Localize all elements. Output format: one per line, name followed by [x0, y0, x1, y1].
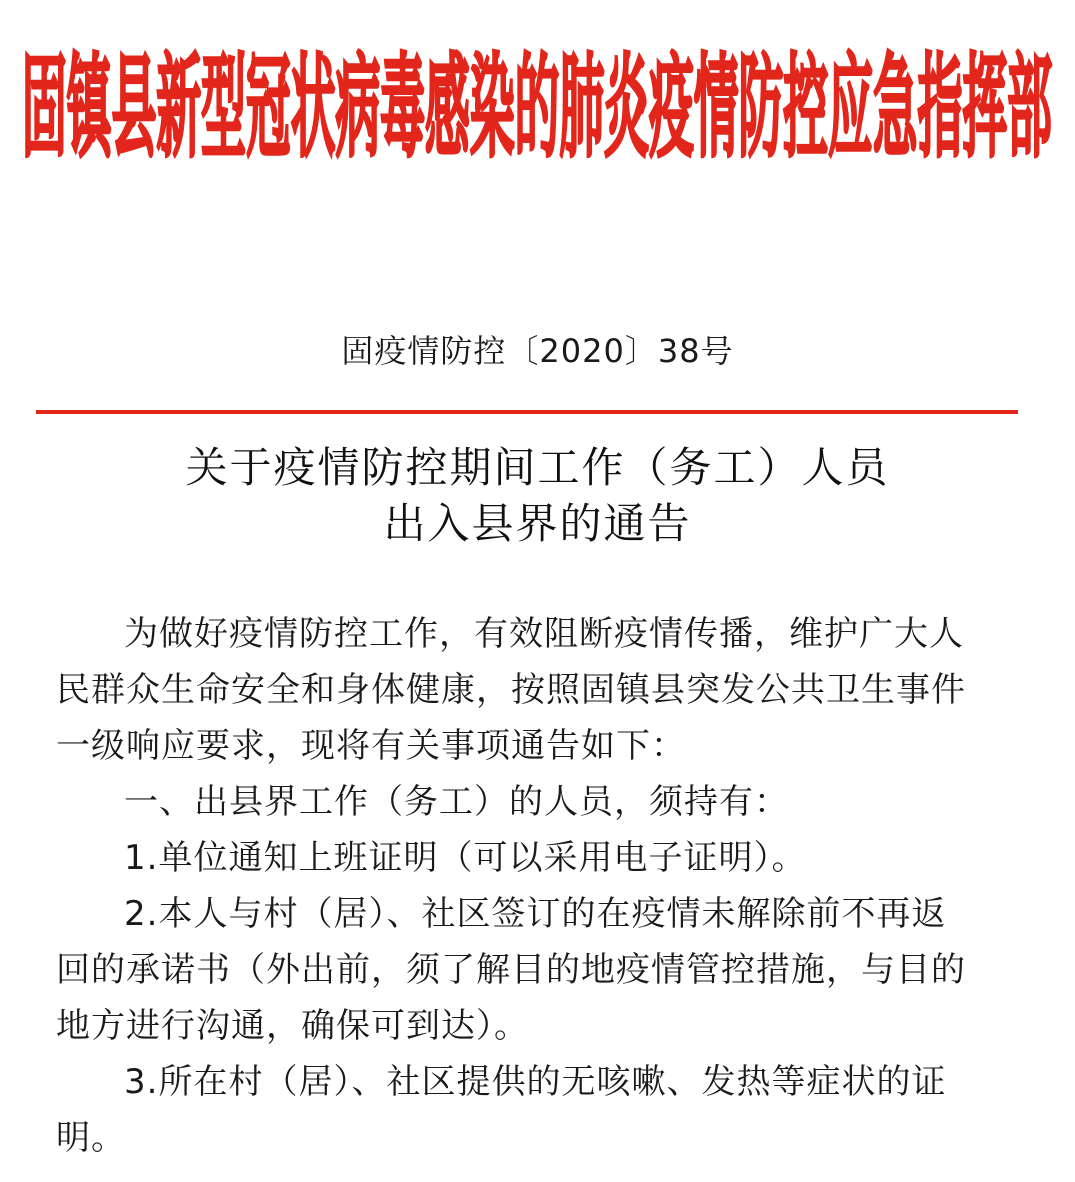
notice-title-line-1: 关于疫情防控期间工作（务工）人员: [185, 443, 890, 492]
body-paragraph-item-2: 2.本人与村（居）、社区签订的在疫情未解除前不再返回的承诺书（外出前，须了解目的地疫情管控措施，与目的地方进行沟通，确保可到达）。: [56, 894, 966, 1046]
notice-title-line-2: 出入县界的通告: [383, 499, 692, 548]
document-number: 固疫情防控〔2020〕38号: [341, 332, 734, 370]
red-divider-line: [36, 410, 1018, 414]
body-paragraph-intro: 为做好疫情防控工作，有效阻断疫情传播，维护广大人民群众生命安全和身体健康，按照固镇县突发公共卫生事件一级响应要求，现将有关事项通告如下：: [56, 614, 966, 766]
issuing-authority-name: 固镇县新型冠状病毒感染的肺炎疫情防控应急指挥部: [22, 43, 1052, 170]
body-paragraph-item-3: 3.所在村（居）、社区提供的无咳嗽、发热等症状的证明。: [56, 1062, 947, 1158]
notice-title: [0, 440, 1075, 552]
issuing-authority-header: [0, 20, 1075, 170]
notice-body: [56, 606, 971, 1166]
body-paragraph-item-1: 1.单位通知上班证明（可以采用电子证明）。: [124, 838, 807, 878]
body-paragraph-section-1: 一、出县界工作（务工）的人员，须持有：: [124, 782, 789, 822]
issuing-authority-banner: [0, 20, 1075, 170]
